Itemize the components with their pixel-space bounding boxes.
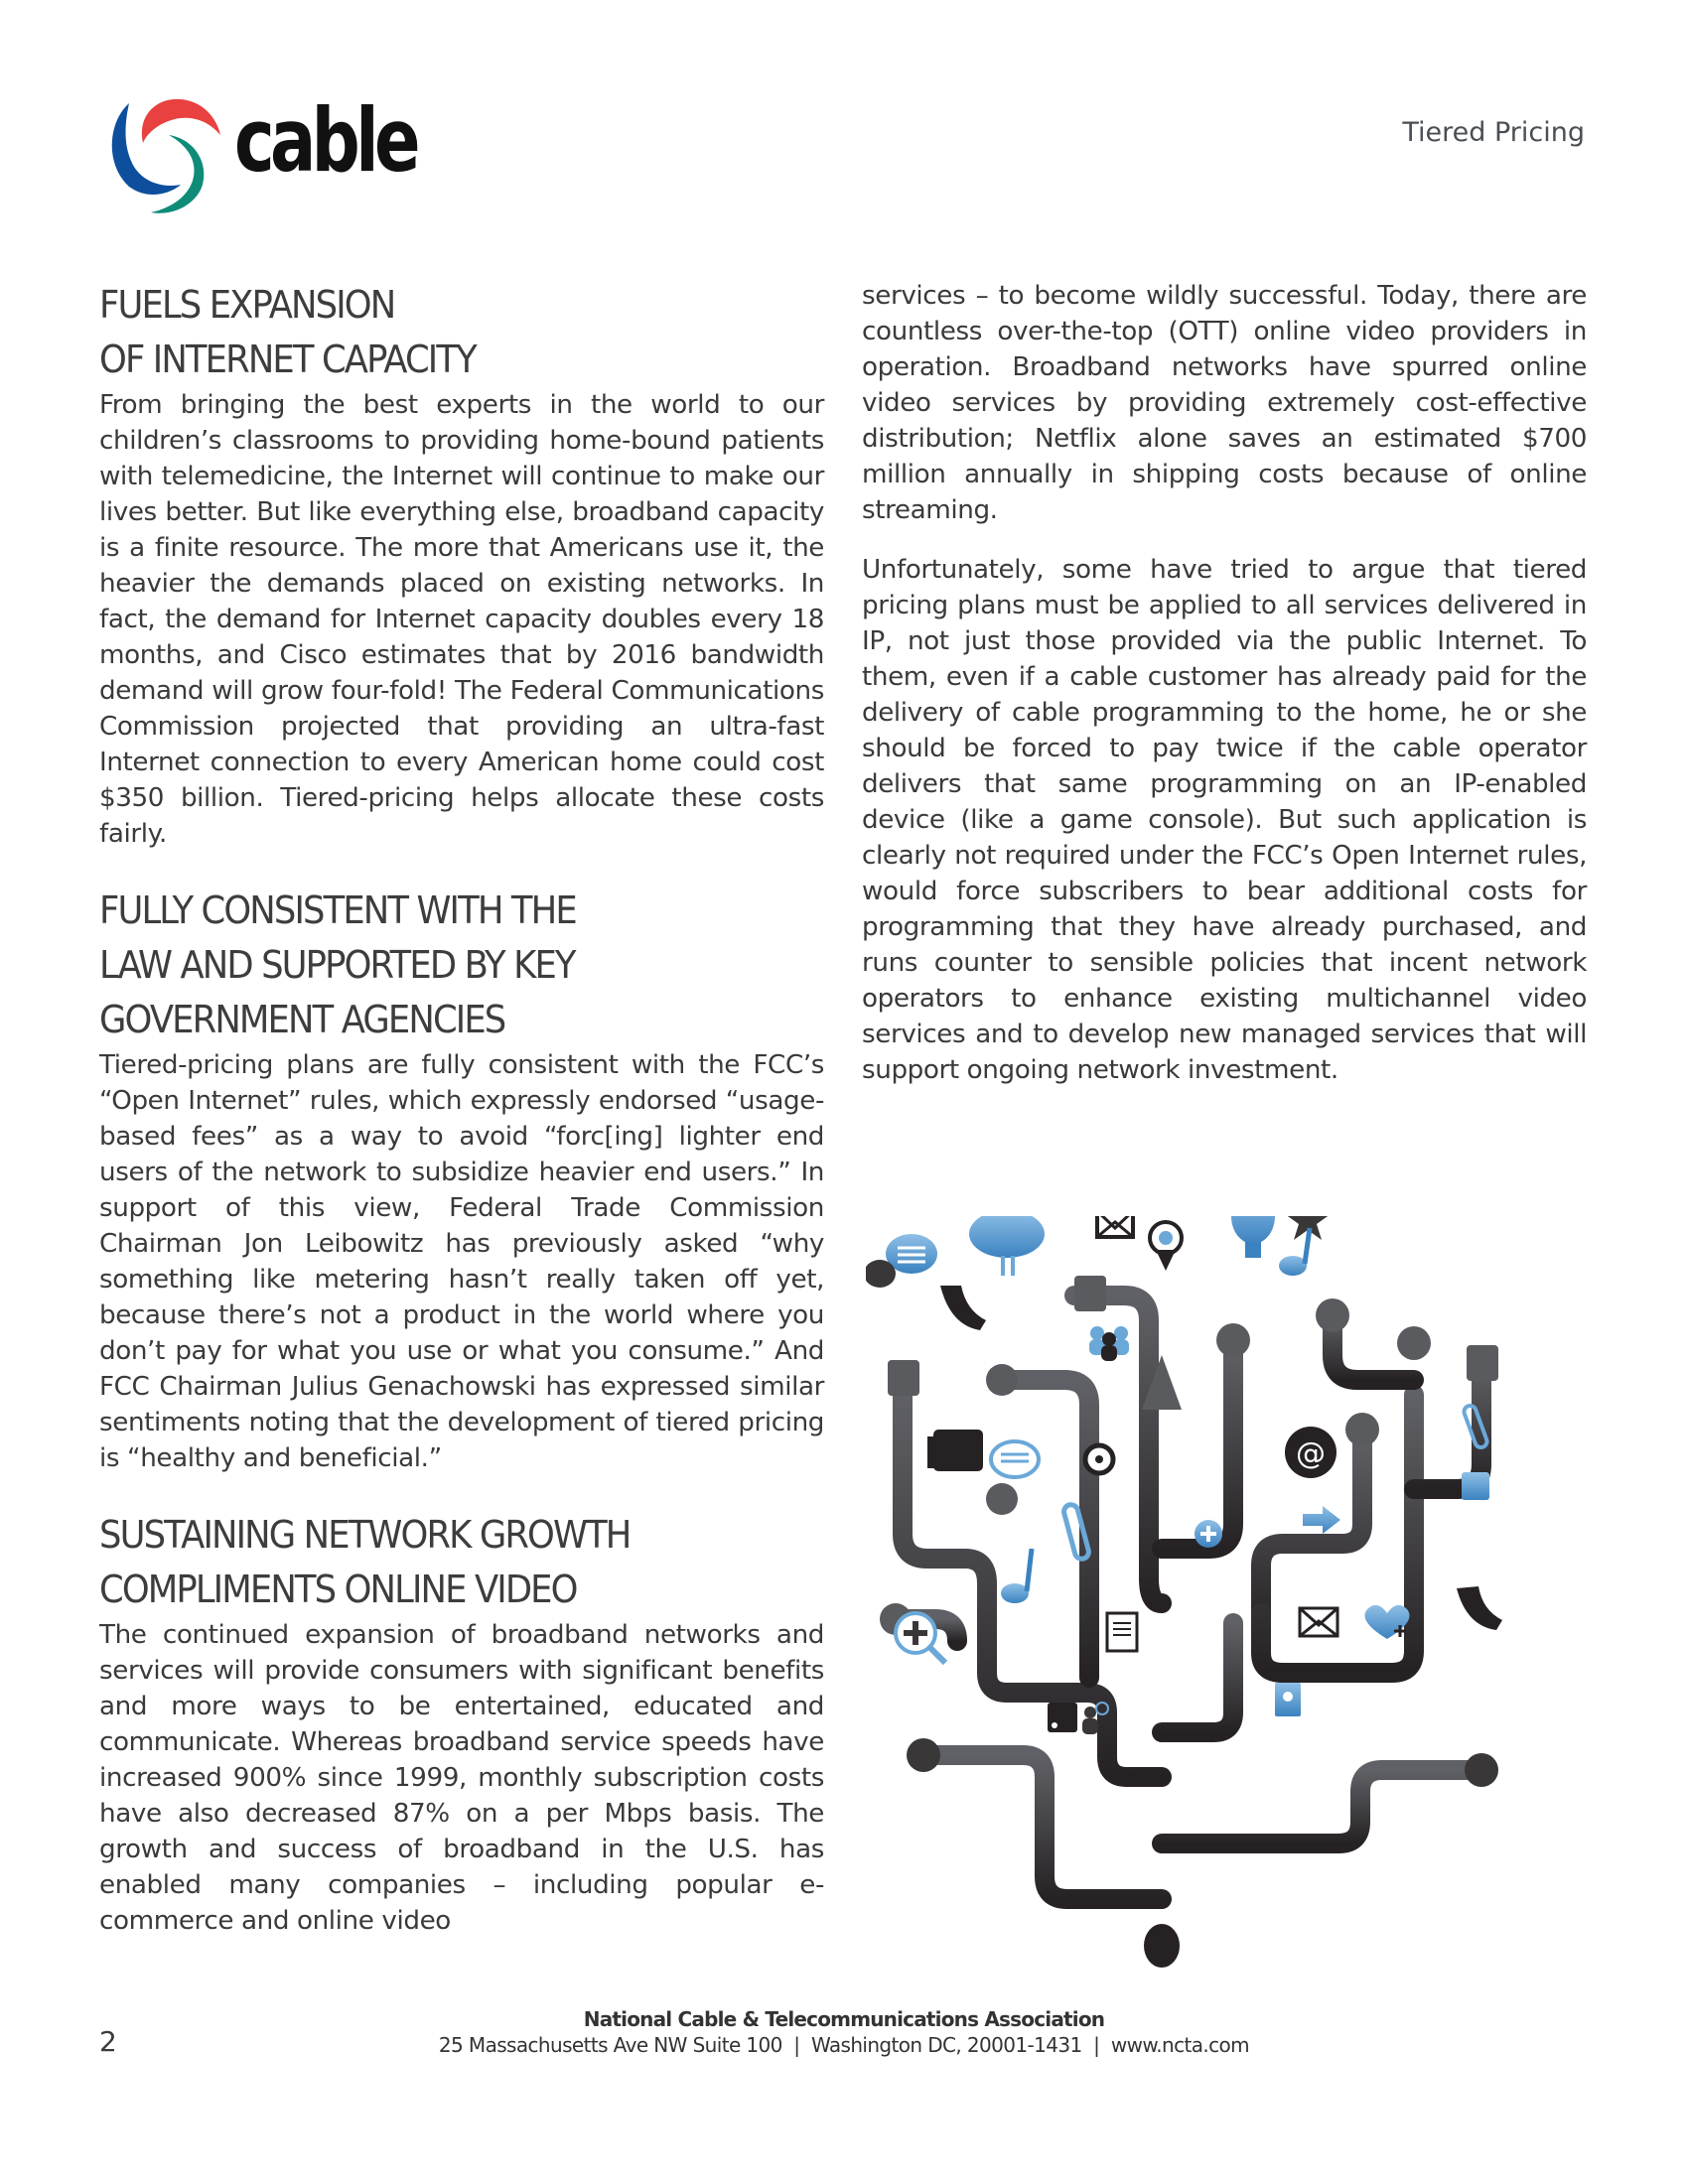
section-fully-consistent — [99, 884, 824, 1476]
heart-plus-icon — [1365, 1605, 1410, 1639]
page-number: 2 — [99, 2025, 117, 2058]
footer-address — [0, 2033, 1688, 2057]
rss-feed-icon — [1462, 1472, 1489, 1500]
paragraph-unfortunately: Unfortunately, some have tried to argue that tiered pricing plans must be applied to all services delivered in IP, not just those provided via the public Internet. To them, even if a cable customer has already paid for the delivery of cable programming to the home, he or she should be forced to pay twice if the cable operator delivers that same programming on an IP-enabled device (like a game console). But such application is clearly not required under the FCC’s Open Internet rules, would force subscribers to bear additional costs for programming that they have already purchased, and runs counter to sensible policies that incent network operators to enhance existing multichannel video services and to develop new managed services that will support ongoing network investment. — [862, 555, 1587, 1085]
section-heading — [99, 278, 774, 387]
heading-line: FULLY CONSISTENT WITH THE — [99, 888, 576, 932]
paragraph-ott-video: services – to become wildly successful. Today, there are countless over-the-top (OTT) online video providers in operation. Broadband networks have spurred online video services by providing extremely cost-effective distribution; Netflix alone saves an estimated $700 million annually in shipping costs because of online streaming. — [862, 281, 1587, 525]
envelope-icon — [1097, 1216, 1133, 1237]
phone-icon — [940, 1286, 986, 1330]
section-paragraph: From bringing the best experts in the world to our children’s classrooms to providing home-bound patients with telemedicine, the Internet will continue to make our lives better. But like everything else, broadband capacity is a finite resource. The more that Americans use it, the heavier the demands placed on existing networks. In fact, the demand for Internet capacity doubles every 18 months, and Cisco estimates that by 2016 bandwidth demand will grow four-fold! The Federal Communications Commission projected that providing an ultra-fast Internet connection to every American home could cost $350 billion. Tiered-pricing helps allocate these costs fairly. — [99, 390, 824, 849]
speech-bubbles-icon — [866, 1234, 937, 1288]
swirl-logo-icon — [103, 95, 227, 219]
section-paragraph: Tiered-pricing plans are fully consistent with the FCC’s “Open Internet” rules, which expressly endorsed “usage-based fees” as a way to avoid “forc[ing] lighter end users of the network to subsidize heavier end users.” In support of this view, Federal Trade Commission Chairman Jon Leibowitz has previously asked “why something like metering hasn’t really taken off yet, because there’s not a product in the world where you don’t pay for what you use or what you consume.” And FCC Chairman Julius Genachowski has expressed similar sentiments noting that the development of tiered pricing is “healthy and beneficial.” — [99, 1050, 824, 1473]
rss-feed-icon — [1048, 1703, 1077, 1732]
logo-wordmark: cable — [234, 89, 416, 192]
heading-line: OF INTERNET CAPACITY — [99, 338, 476, 381]
left-column — [99, 278, 824, 1939]
at-sign-icon — [1285, 1427, 1336, 1478]
heading-line: GOVERNMENT AGENCIES — [99, 998, 505, 1041]
heading-line: COMPLIMENTS ONLINE VIDEO — [99, 1568, 577, 1611]
people-group-icon — [1089, 1326, 1129, 1361]
right-column — [862, 278, 1587, 1088]
cable-logo — [103, 89, 416, 219]
webcam-icon — [1085, 1445, 1113, 1473]
document-icon — [1107, 1613, 1137, 1651]
heading-line: SUSTAINING NETWORK GROWTH — [99, 1513, 631, 1557]
heading-line: FUELS EXPANSION — [99, 283, 395, 327]
section-heading — [99, 1508, 774, 1617]
footer-organization: National Cable & Telecommunications Association — [583, 2007, 1105, 2031]
phone-icon — [1457, 1586, 1502, 1630]
chat-bubble-icon — [991, 1441, 1039, 1477]
section-sustaining-growth — [99, 1508, 824, 1939]
music-note-icon — [1279, 1228, 1310, 1276]
map-pin-icon — [1150, 1222, 1182, 1271]
thumbs-up-icon — [927, 1430, 983, 1471]
network-tree-illustration — [866, 1216, 1601, 1990]
envelope-icon — [1300, 1608, 1337, 1636]
music-note-icon — [1001, 1549, 1032, 1603]
address-book-icon — [1275, 1683, 1301, 1716]
bird-icon — [969, 1216, 1045, 1276]
section-paragraph: The continued expansion of broadband networks and services will provide consumers with significant benefits and more ways to be entertained, educated and communicate. Whereas broadband service speeds have increased 900% since 1999, monthly subscription costs have also decreased 87% on a per Mbps basis. The growth and success of broadband in the U.S. has enabled many companies – including popular e-commerce and online video — [99, 1620, 824, 1936]
svg-text:@: @ — [1296, 1436, 1326, 1471]
heading-line: LAW AND SUPPORTED BY KEY — [99, 943, 575, 987]
section-fuels-expansion — [99, 278, 824, 852]
arrow-right-icon — [1303, 1506, 1340, 1534]
plus-circle-icon — [1195, 1520, 1222, 1548]
running-header-title: Tiered Pricing — [1402, 117, 1585, 148]
light-bulb-icon — [1231, 1216, 1275, 1258]
footer-address-text: 25 Massachusetts Ave NW Suite 100 | Washington DC, 20001-1431 | www.ncta.com — [438, 2033, 1250, 2057]
section-heading — [99, 884, 774, 1047]
